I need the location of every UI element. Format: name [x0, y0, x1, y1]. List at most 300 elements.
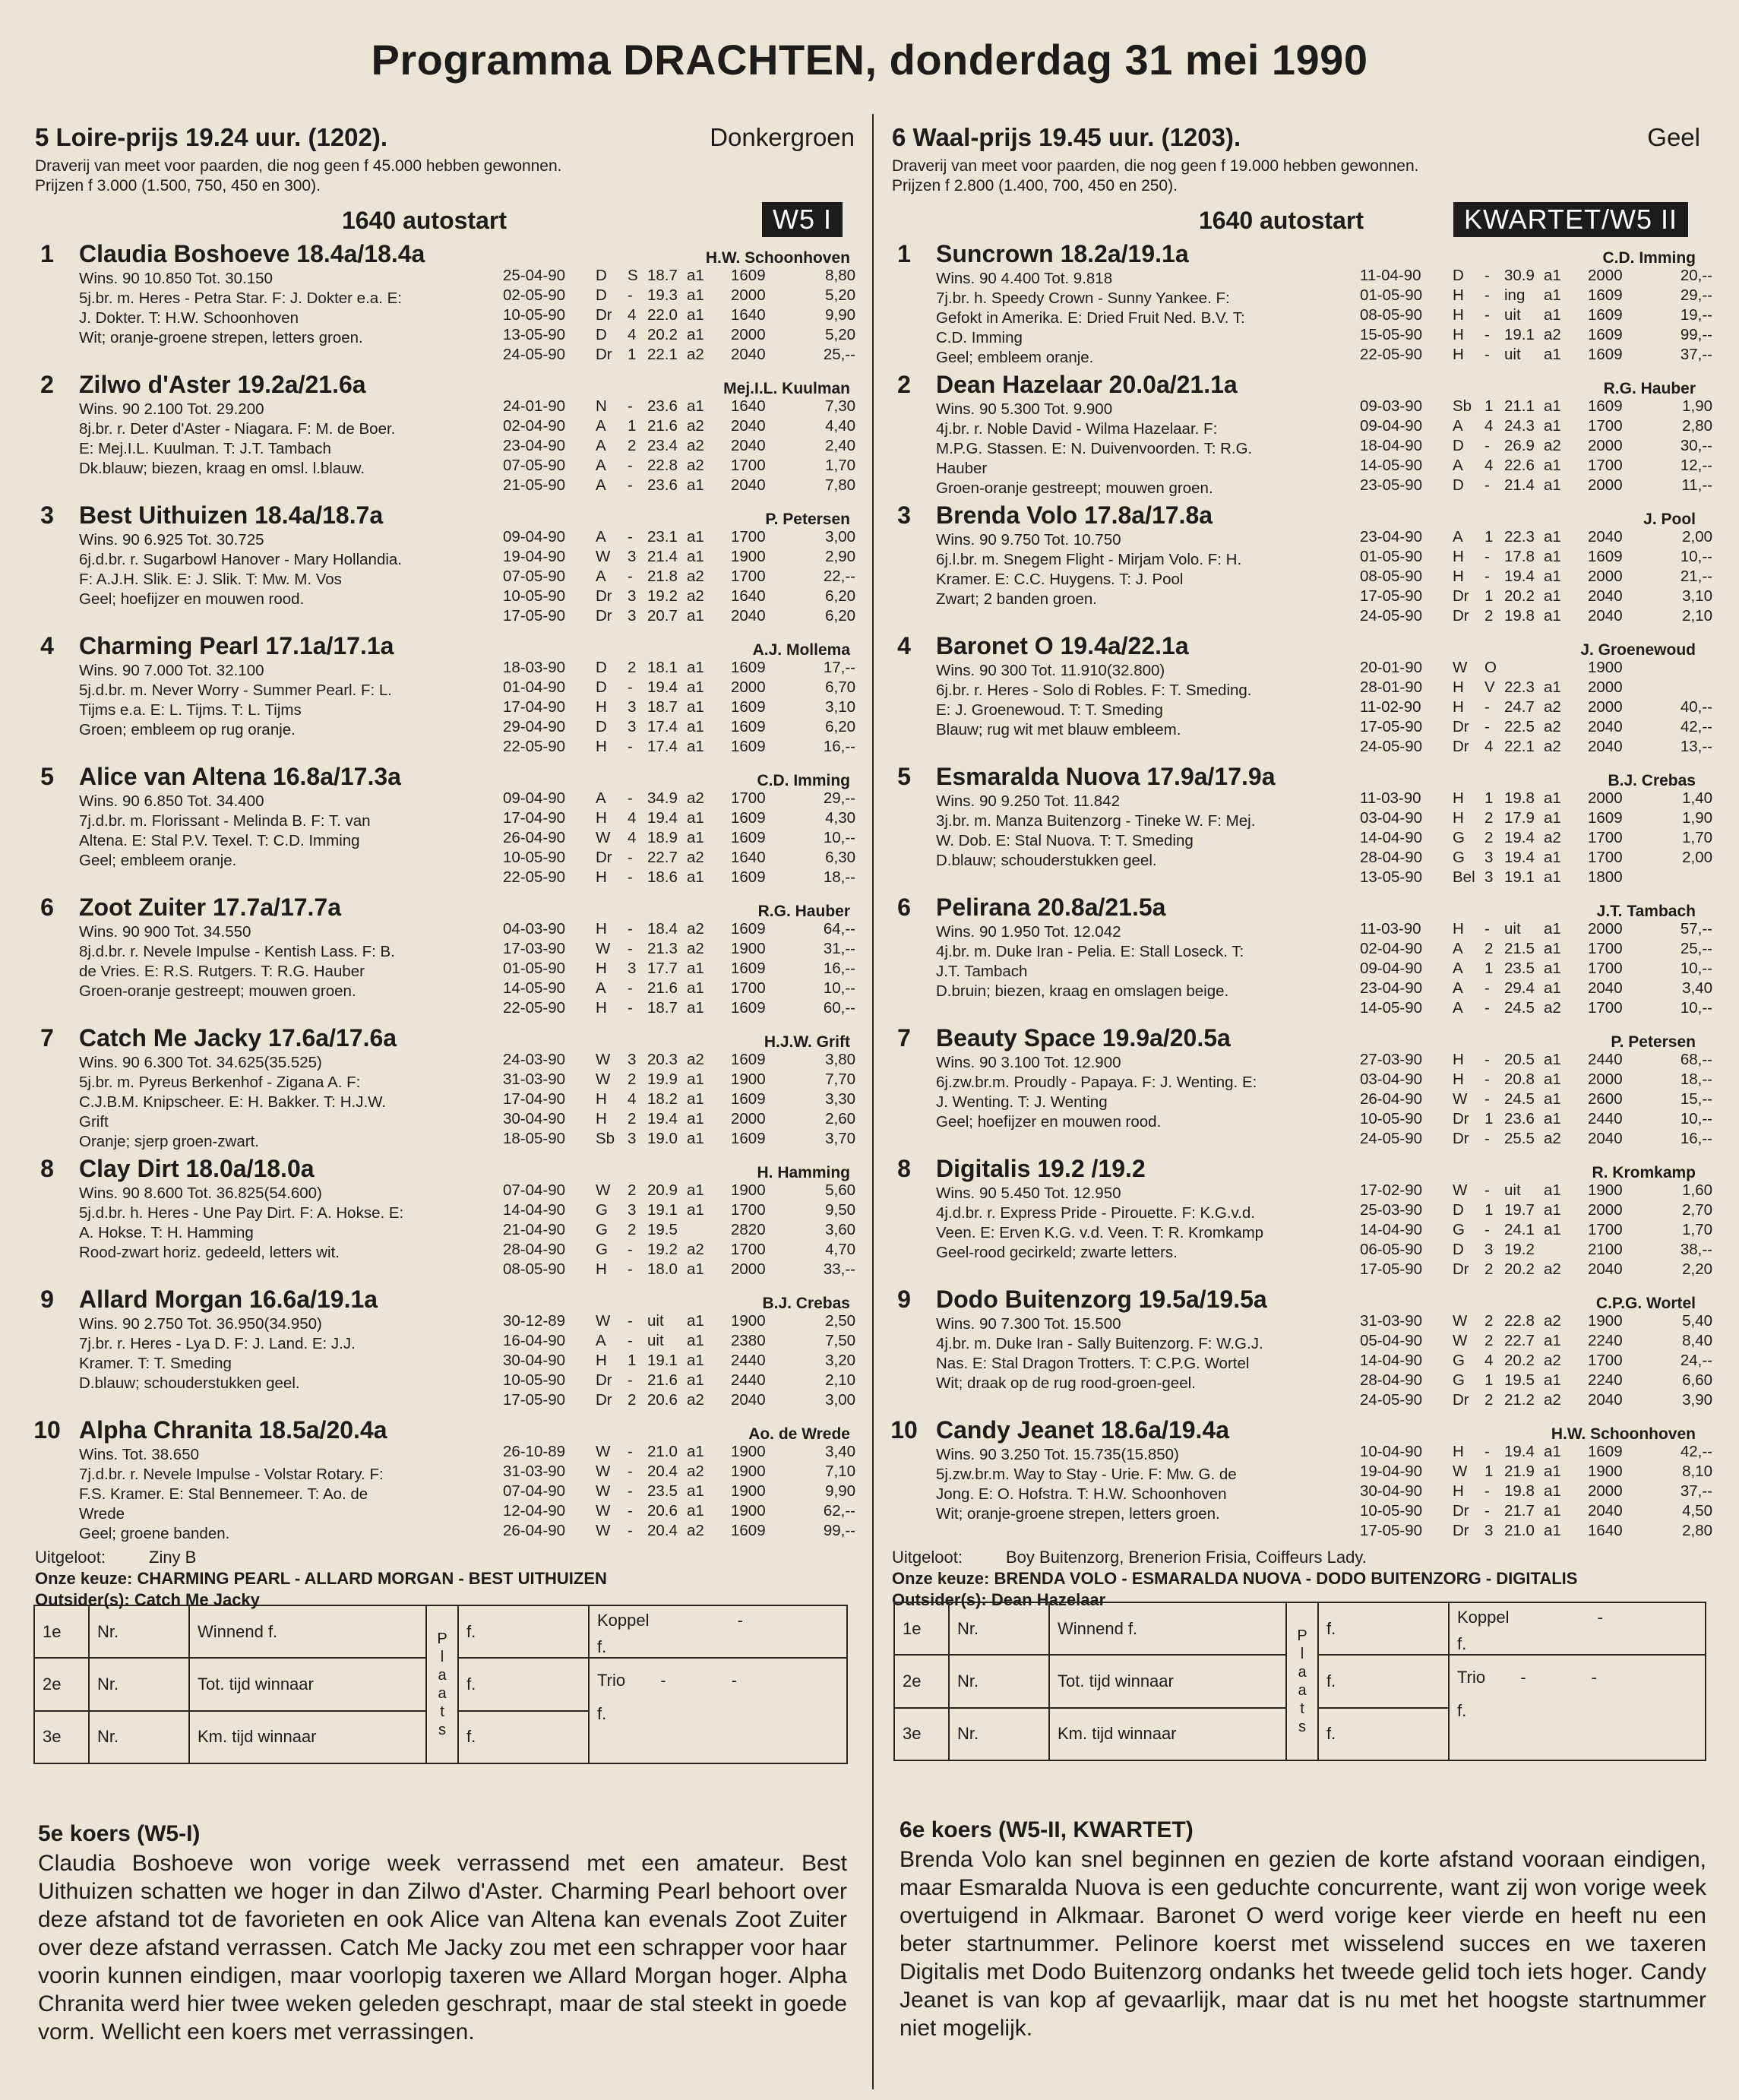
run-date: 23-05-90: [1360, 476, 1423, 494]
run-track: D: [596, 267, 607, 284]
run-row: [503, 868, 860, 887]
column-divider: [872, 114, 874, 2089]
run-time: 30.9: [1504, 267, 1535, 284]
recent-runs: [503, 919, 860, 1018]
run-date: 10-05-90: [1360, 1110, 1423, 1127]
run-start: a2: [1544, 1130, 1561, 1147]
run-date: 14-05-90: [1360, 999, 1423, 1017]
info-line: F: A.J.H. Slik. E: J. Slik. T: Mw. M. Vos: [79, 571, 342, 588]
run-date: 20-01-90: [1360, 659, 1423, 676]
run-row: [503, 979, 860, 998]
horse-name: Best Uithuizen 18.4a/18.7a: [79, 501, 384, 529]
run-place: -: [628, 528, 633, 546]
horse-info: [936, 1184, 1384, 1263]
run-row: [1360, 1109, 1717, 1129]
recent-runs: [1360, 266, 1717, 365]
horse-header: [30, 1023, 855, 1053]
run-row: [503, 658, 860, 678]
run-place: -: [628, 1371, 633, 1389]
run-row: [1360, 717, 1717, 737]
run-track: H: [1453, 306, 1464, 324]
start-type: 1640 autostart: [342, 207, 507, 234]
run-track: W: [1453, 1332, 1468, 1349]
run-place: -: [628, 286, 633, 304]
run-date: 03-04-90: [1360, 809, 1423, 827]
run-odds: 18,--: [823, 868, 855, 886]
run-track: D: [1453, 476, 1464, 494]
run-odds: 6,70: [825, 678, 855, 696]
run-distance: 1609: [731, 960, 766, 977]
info-line: J.T. Tambach: [936, 963, 1028, 980]
run-date: 04-03-90: [503, 920, 566, 938]
run-time: 19.7: [1504, 1201, 1535, 1219]
run-distance: 1700: [1588, 1221, 1623, 1238]
run-date: 17-05-90: [503, 607, 566, 625]
info-line: Wins. 90 8.600 Tot. 36.825(54.600): [79, 1184, 322, 1202]
run-track: H: [1453, 698, 1464, 716]
plaats-letter: l: [440, 1649, 444, 1665]
run-odds: 3,40: [825, 1443, 855, 1460]
run-track: H: [596, 1110, 607, 1127]
horse-number: 7: [40, 1024, 54, 1052]
run-distance: 1609: [1588, 346, 1623, 363]
run-date: 24-05-90: [503, 346, 566, 363]
run-time: 20.9: [647, 1181, 678, 1199]
info-line: Veen. E: Erven K.G. v.d. Veen. T: R. Kromkamp: [936, 1224, 1264, 1241]
race-color: Donkergroen: [710, 123, 855, 151]
run-date: 14-04-90: [1360, 1221, 1423, 1238]
run-odds: 3,00: [825, 528, 855, 546]
horse-body: [30, 1445, 855, 1542]
run-odds: 8,10: [1682, 1463, 1712, 1480]
run-odds: 17,--: [823, 659, 855, 676]
run-distance: 1609: [731, 920, 766, 938]
run-start: a1: [1544, 1482, 1561, 1500]
nr-label: Nr.: [89, 1605, 189, 1658]
run-place: 1: [1484, 1371, 1494, 1389]
run-distance: 2000: [731, 326, 766, 343]
run-start: a1: [1544, 346, 1561, 363]
run-date: 22-05-90: [503, 868, 566, 886]
run-row: [1360, 828, 1717, 848]
run-date: 02-04-90: [1360, 940, 1423, 957]
run-row: [1360, 1521, 1717, 1541]
run-date: 02-04-90: [503, 417, 566, 435]
run-track: H: [1453, 678, 1464, 696]
info-line: F.S. Kramer. E: Stal Bennemeer. T: Ao. de: [79, 1485, 368, 1503]
f-label: f.: [458, 1658, 589, 1710]
run-start: a1: [1544, 587, 1561, 605]
run-start: a1: [687, 1482, 704, 1500]
run-distance: 1609: [731, 267, 766, 284]
run-date: 31-03-90: [1360, 1312, 1423, 1330]
info-line: Geel-rood gecirkeld; zwarte letters.: [936, 1244, 1178, 1261]
run-distance: 1700: [1588, 940, 1623, 957]
koppel-f: f.: [597, 1637, 607, 1657]
outsider-label: Outsider(s):: [892, 1590, 987, 1609]
run-start: a1: [1544, 1110, 1561, 1127]
run-track: H: [596, 1352, 607, 1369]
run-track: H: [596, 738, 607, 755]
run-place: 4: [628, 829, 637, 846]
info-line: 8j.br. r. Deter d'Aster - Niagara. F: M. de Boer.: [79, 420, 396, 438]
run-place: -: [1484, 286, 1490, 304]
run-start: a2: [1544, 437, 1561, 454]
run-distance: 2040: [1588, 979, 1623, 997]
run-start: a2: [687, 789, 704, 807]
run-start: a1: [1544, 678, 1561, 696]
run-place: 3: [628, 1051, 637, 1068]
run-track: Dr: [1453, 1130, 1469, 1147]
run-odds: 3,70: [825, 1130, 855, 1147]
run-start: a2: [1544, 1312, 1561, 1330]
run-place: 3: [628, 587, 637, 605]
run-row: [1360, 567, 1717, 587]
run-row: [1360, 1390, 1717, 1410]
run-place: 2: [1484, 1332, 1494, 1349]
run-distance: 1700: [1588, 457, 1623, 474]
run-row: [1360, 1181, 1717, 1200]
run-row: [503, 697, 860, 717]
run-distance: 2000: [1588, 789, 1623, 807]
horse-info: [936, 269, 1384, 368]
run-track: W: [1453, 1463, 1468, 1480]
run-place: -: [628, 678, 633, 696]
trio-f: f.: [597, 1704, 607, 1724]
run-time: uit: [1504, 920, 1521, 938]
koppel-label: Koppel -: [1449, 1602, 1706, 1655]
info-line: 6j.l.br. m. Snegem Flight - Mirjam Volo. F: H.: [936, 551, 1242, 568]
horse-number: 6: [40, 893, 54, 921]
run-place: 4: [1484, 417, 1494, 435]
run-track: G: [596, 1221, 608, 1238]
horse-trainer: C.D. Imming: [757, 772, 850, 789]
info-line: E: J. Groenewoud. T: T. Smeding: [936, 701, 1163, 719]
run-time: 18.7: [647, 698, 678, 716]
trio-label: Trio - -: [1457, 1668, 1597, 1687]
horse-header: [887, 500, 1700, 530]
run-row: [503, 1220, 860, 1240]
run-date: 16-04-90: [503, 1332, 566, 1349]
run-time: ing: [1504, 286, 1526, 304]
info-line: D.blauw; schouderstukken geel.: [936, 852, 1157, 869]
run-track: A: [596, 437, 606, 454]
run-track: W: [596, 1482, 611, 1500]
run-distance: 1609: [731, 868, 766, 886]
run-odds: 29,--: [1680, 286, 1712, 304]
info-line: Wins. 90 7.300 Tot. 15.500: [936, 1315, 1121, 1333]
run-track: Dr: [596, 346, 612, 363]
run-start: a1: [687, 960, 704, 977]
run-row: [503, 1390, 860, 1410]
run-distance: 1900: [731, 1463, 766, 1480]
run-date: 08-05-90: [1360, 306, 1423, 324]
run-distance: 1700: [1588, 417, 1623, 435]
run-place: 2: [628, 1071, 637, 1088]
run-distance: 1609: [731, 809, 766, 827]
info-line: Wins. 90 5.450 Tot. 12.950: [936, 1184, 1121, 1202]
horse-name: Suncrown 18.2a/19.1a: [936, 240, 1189, 267]
run-row: [1360, 697, 1717, 717]
run-time: 18.6: [647, 868, 678, 886]
run-start: a1: [687, 1312, 704, 1330]
run-distance: 2040: [1588, 528, 1623, 546]
run-distance: 1609: [731, 718, 766, 735]
run-time: 21.1: [1504, 397, 1535, 415]
horse-header: [887, 369, 1700, 400]
run-date: 24-01-90: [503, 397, 566, 415]
run-start: a1: [1544, 1502, 1561, 1520]
info-line: Geel; hoefijzer en mouwen rood.: [79, 590, 305, 608]
run-date: 09-04-90: [1360, 960, 1423, 977]
run-track: H: [1453, 789, 1464, 807]
plaats-letter: a: [438, 1667, 447, 1684]
run-place: -: [628, 1463, 633, 1480]
plaats-letter: a: [1298, 1682, 1307, 1699]
run-odds: 22,--: [823, 568, 855, 585]
run-time: 17.4: [647, 718, 678, 735]
start-type: 1640 autostart: [1199, 207, 1364, 234]
run-date: 18-04-90: [1360, 437, 1423, 454]
horse-number: 8: [40, 1155, 54, 1182]
horse-trainer: R. Kromkamp: [1592, 1164, 1696, 1181]
run-distance: 1609: [731, 659, 766, 676]
plaats-letter: s: [438, 1722, 446, 1738]
run-row: [1360, 1501, 1717, 1521]
horse-body: [887, 920, 1712, 1020]
run-distance: 1900: [731, 1312, 766, 1330]
run-odds: 2,80: [1682, 1522, 1712, 1539]
run-place: -: [628, 849, 633, 866]
horse-number: 2: [40, 371, 54, 398]
info-line: Wins. 90 2.100 Tot. 29.200: [79, 400, 264, 418]
horse-header: [887, 1415, 1700, 1445]
run-time: 18.4: [647, 920, 678, 938]
run-start: a1: [687, 698, 704, 716]
outsider-label: Outsider(s):: [35, 1590, 130, 1609]
run-distance: 2040: [1588, 1130, 1623, 1147]
koppel-label: Koppel -: [589, 1605, 847, 1658]
run-place: 2: [1484, 809, 1494, 827]
run-distance: 1609: [731, 999, 766, 1017]
horse-number: 5: [897, 763, 911, 790]
run-track: W: [596, 1463, 611, 1480]
horse-number: 3: [40, 501, 54, 529]
run-place: -: [1484, 267, 1490, 284]
horse-number: 10: [890, 1416, 918, 1444]
run-distance: 2100: [1588, 1241, 1623, 1258]
horse-header: [887, 239, 1700, 269]
run-distance: 1609: [1588, 548, 1623, 565]
run-time: uit: [647, 1332, 664, 1349]
horse-body: [887, 267, 1712, 366]
run-row: [1360, 1050, 1717, 1070]
run-odds: 20,--: [1680, 267, 1712, 284]
preview-text: Claudia Boshoeve won vorige week verrassend met een amateur. Best Uithuizen schatten we hoger in dan Zilwo d'Aster. Charming Pearl behoort over deze afstand tot de favorieten en ook Alice van Altena kan evenals Zoot Zuiter over deze afstand verrassen. Catch Me Jacky zou met een schrapper voor haar voorin kunnen eindigen, maar voorlopig taxeren we Allard Morgan hoger. Alpha Chranita werd hier twee weken geleden geschrapt, maar de stal steekt in goede vorm. Wellicht een koers met verrassingen.: [38, 1851, 847, 2045]
run-time: 18.2: [647, 1090, 678, 1108]
horse-name: Zoot Zuiter 17.7a/17.7a: [79, 893, 342, 921]
keuze-line: [35, 1568, 855, 1589]
run-date: 26-04-90: [503, 1522, 566, 1539]
run-date: 22-05-90: [1360, 346, 1423, 363]
run-row: [503, 476, 860, 495]
run-row: [503, 1129, 860, 1149]
run-track: W: [596, 1522, 611, 1539]
run-place: 1: [1484, 1110, 1494, 1127]
run-odds: 6,20: [825, 718, 855, 735]
run-place: -: [628, 979, 633, 997]
run-odds: 9,90: [825, 306, 855, 324]
run-track: W: [1453, 1181, 1468, 1199]
horse-name: Catch Me Jacky 17.6a/17.6a: [79, 1024, 397, 1052]
run-start: a1: [1544, 1051, 1561, 1068]
run-odds: 25,--: [823, 346, 855, 363]
run-odds: 2,40: [825, 437, 855, 454]
run-odds: 2,60: [825, 1110, 855, 1127]
horse-header: [30, 892, 855, 922]
horse-body: [30, 922, 855, 1020]
run-time: 19.1: [647, 1352, 678, 1369]
run-start: a2: [687, 1522, 704, 1539]
run-track: A: [596, 457, 606, 474]
run-date: 24-05-90: [1360, 607, 1423, 625]
run-distance: 1700: [731, 979, 766, 997]
run-track: H: [1453, 568, 1464, 585]
horse-name: Allard Morgan 16.6a/19.1a: [79, 1286, 378, 1313]
keuze-value: BRENDA VOLO - ESMARALDA NUOVA - DODO BUITENZORG - DIGITALIS: [994, 1569, 1578, 1588]
run-distance: 1900: [731, 1502, 766, 1520]
run-odds: 30,--: [1680, 437, 1712, 454]
run-odds: 64,--: [823, 920, 855, 938]
run-date: 28-04-90: [503, 1241, 566, 1258]
run-date: 09-04-90: [503, 789, 566, 807]
run-time: 19.4: [1504, 1443, 1535, 1460]
run-place: 3: [628, 698, 637, 716]
run-track: H: [1453, 809, 1464, 827]
run-odds: 13,--: [1680, 738, 1712, 755]
info-line: J. Wenting. T: J. Wenting: [936, 1093, 1108, 1111]
run-track: Sb: [596, 1130, 615, 1147]
run-track: Dr: [1453, 587, 1469, 605]
run-date: 05-04-90: [1360, 1332, 1423, 1349]
run-track: A: [1453, 999, 1463, 1017]
nr-label: Nr.: [949, 1708, 1049, 1760]
run-time: 19.4: [1504, 829, 1535, 846]
koppel-f: f.: [1457, 1634, 1467, 1654]
run-distance: 1640: [731, 397, 766, 415]
info-line: Wins. 90 10.850 Tot. 30.150: [79, 270, 273, 287]
run-time: 20.3: [647, 1051, 678, 1068]
run-row: [503, 1331, 860, 1351]
run-distance: 2240: [1588, 1332, 1623, 1349]
horse-trainer: J. Pool: [1643, 511, 1696, 528]
horse-name: Alpha Chranita 18.5a/20.4a: [79, 1416, 387, 1444]
run-place: -: [1484, 718, 1490, 735]
info-line: C.J.B.M. Knipscheer. E: H. Bakker. T: H.J.W.: [79, 1093, 387, 1111]
run-date: 17-03-90: [503, 940, 566, 957]
run-start: a2: [1544, 1352, 1561, 1369]
run-start: a2: [1544, 718, 1561, 735]
run-distance: 1609: [731, 1051, 766, 1068]
plaats-letter: t: [440, 1703, 444, 1720]
outsider-value: Catch Me Jacky: [134, 1590, 260, 1609]
run-place: -: [628, 457, 633, 474]
race-5-preview: [38, 1820, 847, 2046]
recent-runs: [503, 658, 860, 757]
info-line: 6j.zw.br.m. Proudly - Papaya. F: J. Wenting. E:: [936, 1074, 1257, 1091]
run-time: 20.2: [1504, 1260, 1535, 1278]
run-distance: 1900: [731, 1482, 766, 1500]
page-title: Programma DRACHTEN, donderdag 31 mei 1990: [371, 36, 1368, 84]
run-date: 10-05-90: [1360, 1502, 1423, 1520]
info-line: Wins. 90 5.300 Tot. 9.900: [936, 400, 1113, 418]
info-line: 6j.br. r. Heres - Solo di Robles. F: T. Smeding.: [936, 682, 1252, 699]
horse-trainer: B.J. Crebas: [1608, 772, 1696, 789]
run-track: Dr: [596, 1371, 612, 1389]
info-line: Wins. 90 6.925 Tot. 30.725: [79, 531, 264, 549]
f-label: f.: [1318, 1708, 1449, 1760]
run-track: W: [1453, 659, 1468, 676]
run-date: 29-04-90: [503, 718, 566, 735]
run-distance: 1609: [1588, 1443, 1623, 1460]
run-track: W: [596, 1502, 611, 1520]
run-row: [503, 547, 860, 567]
run-place: -: [1484, 548, 1490, 565]
run-time: 17.9: [1504, 809, 1535, 827]
run-distance: 1800: [1588, 868, 1623, 886]
run-place: 1: [1484, 1201, 1494, 1219]
recent-runs: [503, 1050, 860, 1149]
run-start: a1: [687, 1260, 704, 1278]
run-distance: 1900: [731, 1443, 766, 1460]
horse-body: [887, 1181, 1712, 1281]
horse-header: [30, 1284, 855, 1314]
run-distance: 2040: [1588, 1260, 1623, 1278]
run-date: 13-05-90: [503, 326, 566, 343]
run-row: [503, 305, 860, 325]
run-time: 19.1: [1504, 868, 1535, 886]
info-line: Groen-oranje gestreept; mouwen groen.: [79, 982, 356, 1000]
race-conditions: [892, 157, 1700, 196]
run-date: 10-05-90: [503, 849, 566, 866]
horse-trainer: J. Groenewoud: [1580, 641, 1696, 659]
run-row: [1360, 1462, 1717, 1482]
run-date: 30-04-90: [503, 1352, 566, 1369]
run-row: [1360, 678, 1717, 697]
run-row: [503, 919, 860, 939]
run-start: a2: [1544, 999, 1561, 1017]
run-odds: 6,30: [825, 849, 855, 866]
run-date: 30-04-90: [1360, 1482, 1423, 1500]
run-place: -: [1484, 1071, 1490, 1088]
horse-trainer: J.T. Tambach: [1596, 903, 1696, 920]
run-distance: 1640: [731, 849, 766, 866]
run-distance: 2040: [1588, 738, 1623, 755]
horse-header: [30, 239, 855, 269]
horse-number: 1: [897, 240, 911, 267]
run-row: [503, 848, 860, 868]
run-track: Dr: [596, 587, 612, 605]
recent-runs: [1360, 919, 1717, 1018]
run-place: -: [1484, 1502, 1490, 1520]
run-start: a2: [1544, 738, 1561, 755]
run-odds: 2,90: [825, 548, 855, 565]
horse-name: Baronet O 19.4a/22.1a: [936, 632, 1189, 659]
run-time: 20.2: [1504, 587, 1535, 605]
info-line: A. Hokse. T: H. Hamming: [79, 1224, 254, 1241]
info-line: 6j.d.br. r. Sugarbowl Hanover - Mary Hollandia.: [79, 551, 403, 568]
run-date: 18-03-90: [503, 659, 566, 676]
